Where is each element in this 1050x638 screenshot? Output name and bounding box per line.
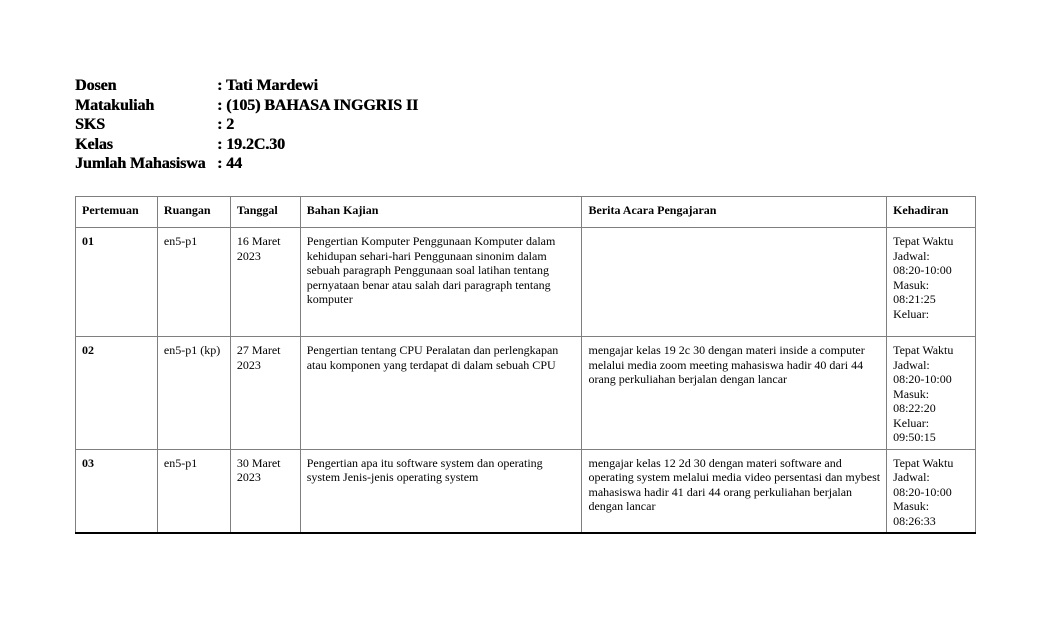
table-body	[76, 228, 976, 534]
kelas-value: : 19.2C.30	[217, 135, 285, 153]
tanggal-cell: 16 Maret 2023	[230, 228, 300, 337]
course-header	[75, 76, 418, 174]
kehadiran-keluar-value: 09:50:15	[893, 430, 936, 444]
header-row-kelas	[75, 135, 418, 155]
kehadiran-cell	[887, 228, 976, 337]
kehadiran-masuk-value: 08:26:33	[893, 513, 936, 528]
kehadiran-jadwal-value: 08:20-10:00	[893, 263, 952, 277]
matakuliah-label: Matakuliah	[75, 96, 155, 114]
kehadiran-cell	[887, 449, 976, 533]
berita-acara-cell: mengajar kelas 19 2c 30 dengan materi inside a computer melalui media zoom meeting mahasiswa hadir 40 dari 44 orang perkuliahan berjalan dengan lancar	[582, 337, 887, 450]
ruangan-cell: en5-p1	[157, 449, 230, 533]
matakuliah-value: : (105) BAHASA INGGRIS II	[217, 96, 419, 114]
table-row	[76, 228, 976, 337]
column-header-tanggal: Tanggal	[230, 197, 300, 228]
column-header-ruangan: Ruangan	[157, 197, 230, 228]
attendance-table	[75, 196, 976, 534]
berita-acara-cell	[582, 228, 887, 337]
column-header-bahan-kajian: Bahan Kajian	[300, 197, 582, 228]
berita-acara-cell: mengajar kelas 12 2d 30 dengan materi software and operating system melalui media video persentasi dan mybest mahasiswa hadir 41 dari 44 orang perkuliahan berjalan dengan lancar	[582, 449, 887, 533]
dosen-label: Dosen	[75, 77, 117, 94]
table-row	[76, 337, 976, 450]
kehadiran-status: Tepat Waktu	[893, 343, 954, 357]
bahan-kajian-cell: Pengertian tentang CPU Peralatan dan perlengkapan atau komponen yang terdapat di dalam sebuah CPU	[300, 337, 582, 450]
sks-value: : 2	[217, 116, 235, 133]
kehadiran-status: Tepat Waktu	[893, 234, 954, 248]
kehadiran-masuk-value: 08:22:20	[893, 401, 936, 415]
pertemuan-cell: 02	[76, 337, 158, 450]
kehadiran-masuk-value: 08:21:25	[893, 292, 936, 306]
pertemuan-cell: 01	[76, 228, 158, 337]
kehadiran-keluar-label: Keluar:	[893, 306, 930, 321]
kehadiran-jadwal-label: Jadwal:	[893, 470, 930, 484]
bahan-kajian-cell: Pengertian apa itu software system dan operating system Jenis-jenis operating system	[300, 449, 582, 533]
kehadiran-jadwal-label: Jadwal:	[893, 357, 930, 372]
tanggal-cell: 27 Maret 2023	[230, 337, 300, 450]
tanggal-cell: 30 Maret 2023	[230, 449, 300, 533]
header-row-matakuliah	[75, 96, 418, 116]
header-row-sks	[75, 115, 418, 135]
table-header-row	[76, 197, 976, 228]
ruangan-cell: en5-p1	[157, 228, 230, 337]
header-row-jumlah	[75, 154, 418, 174]
ruangan-cell: en5-p1 (kp)	[157, 337, 230, 450]
kelas-label: Kelas	[75, 135, 113, 153]
bahan-kajian-cell: Pengertian Komputer Penggunaan Komputer dalam kehidupan sehari-hari Penggunaan sinonim dalam sebuah paragraph Penggunaan soal latihan tentang pernyataan benar atau salah dari paragraph tentang komputer	[300, 228, 582, 337]
kehadiran-jadwal-value: 08:20-10:00	[893, 484, 952, 499]
pertemuan-cell: 03	[76, 449, 158, 533]
column-header-berita-acara: Berita Acara Pengajaran	[582, 197, 887, 228]
kehadiran-masuk-label: Masuk:	[893, 386, 930, 401]
kehadiran-status: Tepat Waktu	[893, 455, 954, 470]
kehadiran-cell	[887, 337, 976, 450]
table-row	[76, 449, 976, 533]
sks-label: SKS	[75, 116, 105, 133]
kehadiran-keluar-label: Keluar:	[893, 415, 930, 430]
table-header	[76, 197, 976, 228]
kehadiran-jadwal-value: 08:20-10:00	[893, 372, 952, 386]
dosen-value: : Tati Mardewi	[217, 77, 318, 94]
column-header-pertemuan: Pertemuan	[76, 197, 158, 228]
jumlah-label: Jumlah Mahasiswa	[75, 155, 206, 172]
header-row-dosen	[75, 76, 418, 96]
kehadiran-masuk-label: Masuk:	[893, 499, 930, 513]
kehadiran-masuk-label: Masuk:	[893, 277, 930, 292]
jumlah-value: : 44	[217, 155, 242, 172]
kehadiran-jadwal-label: Jadwal:	[893, 248, 930, 263]
column-header-kehadiran: Kehadiran	[887, 197, 976, 228]
